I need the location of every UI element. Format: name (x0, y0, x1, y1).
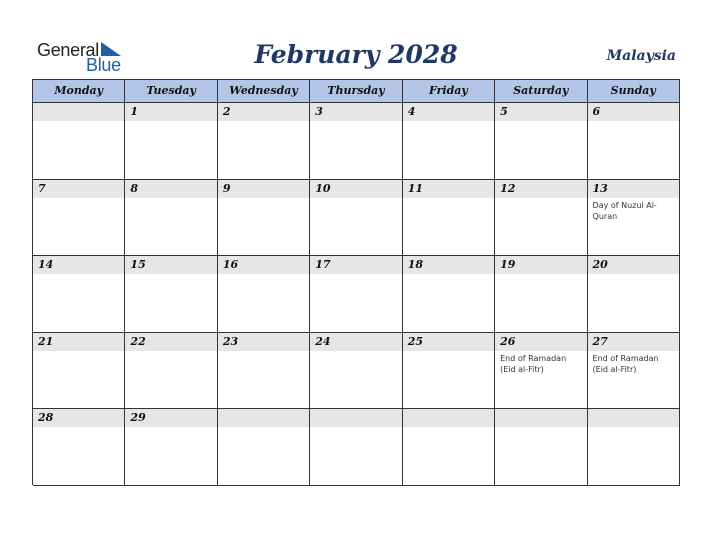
day-cell[interactable] (495, 180, 587, 257)
day-number: 19 (500, 258, 516, 272)
day-number: 12 (500, 181, 516, 195)
day-band (495, 103, 586, 121)
day-cell[interactable] (218, 256, 310, 333)
day-cell[interactable] (125, 256, 217, 333)
day-number: 28 (38, 411, 54, 425)
day-cell[interactable] (310, 409, 402, 486)
day-band (588, 103, 679, 121)
day-number: 5 (500, 105, 508, 118)
weekday-friday: Friday (403, 80, 495, 103)
day-cell[interactable] (33, 103, 125, 180)
day-number: 25 (407, 334, 423, 348)
logo-text-general: General (37, 40, 99, 60)
day-band (403, 409, 494, 427)
day-cell[interactable] (218, 103, 310, 180)
day-cell[interactable] (310, 180, 402, 257)
day-cell[interactable] (310, 333, 402, 410)
day-cell[interactable] (33, 180, 125, 257)
day-number: 9 (222, 181, 231, 195)
day-band (495, 409, 586, 427)
weekday-wednesday: Wednesday (218, 80, 310, 103)
weekday-sunday: Sunday (588, 80, 680, 103)
day-number: 29 (130, 411, 146, 425)
day-cell[interactable] (588, 256, 680, 333)
day-cell[interactable] (495, 333, 587, 410)
logo-text-blue: Blue (86, 55, 121, 75)
calendar-week-row (33, 180, 680, 257)
weekday-saturday: Saturday (495, 80, 587, 103)
day-band (588, 409, 679, 427)
day-band (403, 103, 494, 121)
holiday-label: End of Ramadan (Eid al-Fitr) (500, 353, 567, 374)
day-cell[interactable] (588, 103, 680, 180)
day-cell[interactable] (588, 333, 680, 410)
day-band (125, 180, 216, 198)
day-band (218, 409, 309, 427)
day-number: 23 (222, 334, 239, 348)
weekday-thursday: Thursday (310, 80, 402, 103)
country-label: Malaysia (606, 48, 676, 64)
day-cell[interactable] (125, 333, 217, 410)
day-number: 24 (315, 334, 331, 348)
day-cell[interactable] (588, 180, 680, 257)
day-cell[interactable] (403, 103, 495, 180)
day-cell[interactable] (218, 333, 310, 410)
calendar-grid (32, 79, 680, 485)
day-number: 3 (315, 105, 323, 118)
day-number: 7 (38, 181, 46, 195)
day-number: 21 (38, 334, 54, 348)
day-band (33, 103, 124, 121)
day-cell[interactable] (495, 103, 587, 180)
day-number: 14 (38, 258, 54, 272)
calendar-week-row (33, 409, 680, 486)
day-cell[interactable] (495, 256, 587, 333)
day-number: 13 (592, 181, 608, 195)
day-cell[interactable] (125, 180, 217, 257)
calendar-week-row (33, 333, 680, 410)
day-cell[interactable] (403, 180, 495, 257)
holiday-label: End of Ramadan (Eid al-Fitr) (592, 353, 659, 374)
calendar-week-row (33, 103, 680, 180)
day-number: 8 (130, 181, 139, 195)
day-number: 16 (222, 258, 239, 272)
weekday-tuesday: Tuesday (125, 80, 217, 103)
day-number: 1 (130, 105, 139, 118)
day-number: 6 (592, 105, 601, 118)
day-number: 22 (130, 334, 146, 348)
day-cell[interactable] (33, 409, 125, 486)
day-number: 11 (407, 181, 423, 195)
day-band (218, 103, 309, 121)
day-number: 15 (130, 258, 146, 272)
day-band (310, 409, 401, 427)
day-number: 18 (407, 258, 423, 272)
day-cell[interactable] (33, 333, 125, 410)
day-band (33, 180, 124, 198)
holiday-label: Day of Nuzul Al-Quran (592, 200, 657, 221)
day-cell[interactable] (403, 409, 495, 486)
day-cell[interactable] (218, 180, 310, 257)
day-band (310, 103, 401, 121)
weekday-monday: Monday (33, 80, 125, 103)
day-number: 26 (500, 334, 516, 348)
calendar-weeks (33, 103, 680, 486)
day-cell[interactable] (125, 103, 217, 180)
day-number: 4 (407, 105, 416, 118)
day-band (218, 180, 309, 198)
page-title: February 2028 (254, 40, 458, 69)
day-band (125, 103, 216, 121)
day-number: 2 (222, 105, 231, 118)
day-cell[interactable] (403, 256, 495, 333)
day-number: 27 (592, 334, 608, 348)
day-cell[interactable] (310, 256, 402, 333)
day-number: 17 (315, 258, 331, 272)
day-number: 10 (315, 181, 331, 195)
day-cell[interactable] (125, 409, 217, 486)
day-cell[interactable] (218, 409, 310, 486)
weekday-header-row (33, 80, 680, 103)
day-number: 20 (592, 258, 608, 272)
day-cell[interactable] (33, 256, 125, 333)
calendar-week-row (33, 256, 680, 333)
day-cell[interactable] (588, 409, 680, 486)
day-cell[interactable] (495, 409, 587, 486)
day-cell[interactable] (310, 103, 402, 180)
day-cell[interactable] (403, 333, 495, 410)
